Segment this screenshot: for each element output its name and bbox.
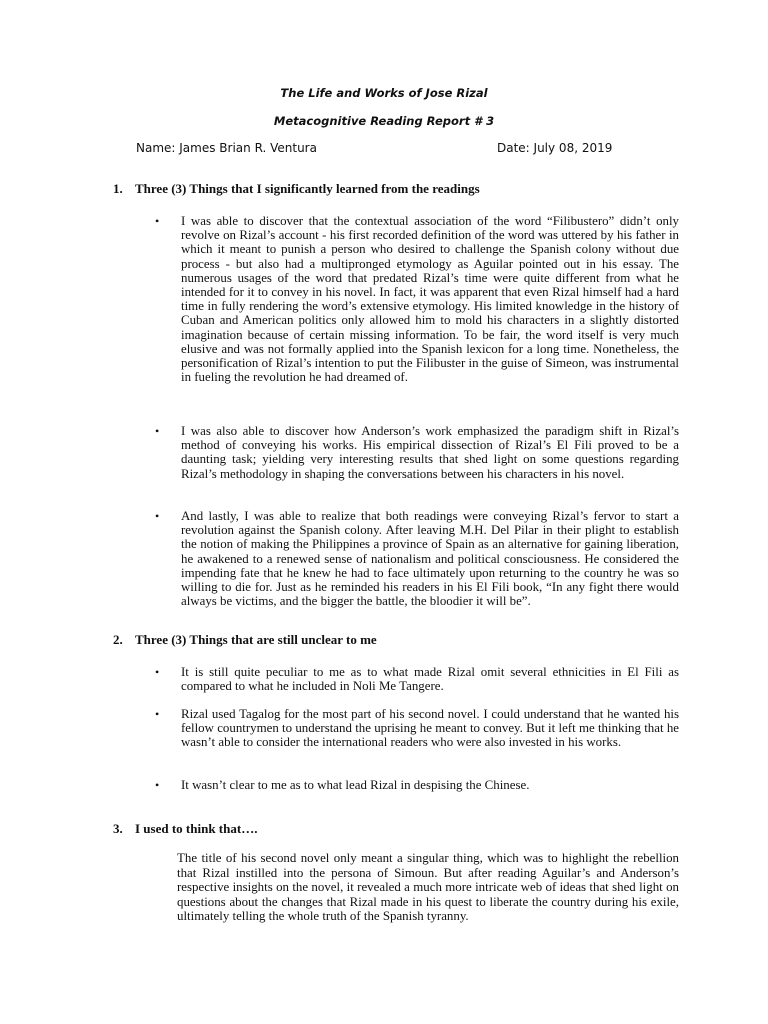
section-number: 2.: [113, 632, 123, 647]
report-date: Date: July 08, 2019: [497, 141, 613, 155]
document-title: The Life and Works of Jose Rizal: [280, 86, 488, 100]
section-number: 1.: [113, 181, 123, 196]
list-item: And lastly, I was able to realize that both readings were conveying Rizal’s fervor to start a revolution against the Spanish colony. After leaving M.H. Del Pilar in their plight to establish the notion of making the Philippines a province of Spain as an alternative for gaining liberation, he awakened to a renewed sense of nationalism and political consciousness. He considered the impending fate that he knew he had to face ultimately upon returning to the country he was so willing to die for. Just as he reminded his readers in his El Fili book, “In any fight there would always be victims, and the bigger the battle, the bloodier it will be”.: [181, 509, 679, 609]
section-heading-learned: [113, 181, 480, 197]
list-item: I was able to discover that the contextual association of the word “Filibustero” didn’t only revolve on Rizal’s account - his first recorded definition of the word was uttered by his father in which it meant to punish a person who desired to challenge the Spanish colony without due process - but also had a multipronged etymology as Aguilar pointed out in his essay. The numerous usages of the word that predated Rizal’s time were quite different from what he intended for it to convey in his novel. In fact, it was apparent that even Rizal himself had a hard time in fully rendering the word’s extensive etymology. His limited knowledge in the history of Cuban and American politics only allowed him to mold his characters in a slightly distorted imagination because of certain missing information. To be fair, the word itself is very much elusive and was not formally applied into the Spanish lexicon for a long time. Nonetheless, the personification of Rizal’s intention to put the Filibuster in the guise of Simeon, was instrumental in fueling the revolution he had dreamed of.: [181, 214, 679, 385]
section-heading-text: I used to think that….: [135, 821, 258, 836]
section-heading-text: Three (3) Things that are still unclear to me: [135, 632, 377, 647]
bullet-icon: •: [155, 424, 160, 438]
section-number: 3.: [113, 821, 123, 836]
list-item: I was also able to discover how Anderson’s work emphasized the paradigm shift in Rizal’s method of conveying his works. His empirical dissection of Rizal’s El Fili proved to be a daunting task; yielding very interesting results that shed light on some questions regarding Rizal’s methodology in shaping the conversations between his characters in his novel.: [181, 424, 679, 481]
section-paragraph: The title of his second novel only meant a singular thing, which was to highlight the rebellion that Rizal instilled into the persona of Simoun. But after reading Aguilar’s and Anderson’s respective insights on the novel, it revealed a much more intricate web of ideas that shed light on questions about the changes that Rizal made in his quest to liberate the country during his exile, ultimately telling the whole truth of the Spanish tyranny.: [177, 851, 679, 923]
list-item: It wasn’t clear to me as to what lead Rizal in despising the Chinese.: [181, 778, 530, 792]
report-subtitle: Metacognitive Reading Report # 3: [273, 114, 495, 128]
bullet-icon: •: [155, 665, 160, 679]
bullet-icon: •: [155, 707, 160, 721]
section-heading-text: Three (3) Things that I significantly learned from the readings: [135, 181, 480, 196]
author-name: Name: James Brian R. Ventura: [136, 141, 317, 155]
list-item: Rizal used Tagalog for the most part of his second novel. I could understand that he wanted his fellow countrymen to understand the uprising he meant to convey. But it left me thinking that he wasn’t able to consider the international readers who were also invested in his works.: [181, 707, 679, 750]
section-heading-used-to-think: [113, 821, 257, 837]
section-heading-unclear: [113, 632, 377, 648]
bullet-icon: •: [155, 509, 160, 523]
bullet-icon: •: [155, 214, 160, 228]
list-item: It is still quite peculiar to me as to what made Rizal omit several ethnicities in El Fili as compared to what he included in Noli Me Tangere.: [181, 665, 679, 694]
bullet-icon: •: [155, 778, 160, 792]
